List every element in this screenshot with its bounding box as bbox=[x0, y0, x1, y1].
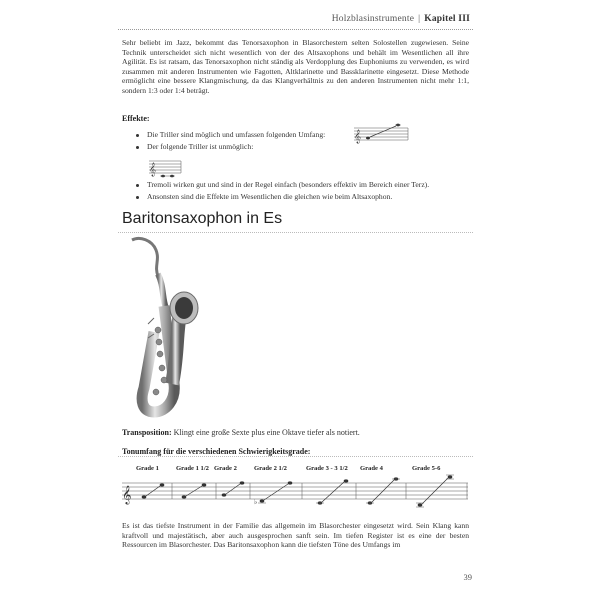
list-item bbox=[136, 192, 392, 202]
trill-range-notation bbox=[352, 120, 410, 144]
grade-label: Grade 1 1/2 bbox=[176, 465, 209, 472]
bullet-icon bbox=[136, 134, 139, 137]
list-item bbox=[136, 130, 325, 140]
header-rule bbox=[118, 29, 473, 30]
running-header bbox=[332, 14, 470, 24]
svg-text:♭: ♭ bbox=[254, 498, 258, 506]
transposition-line bbox=[122, 428, 360, 437]
list-item-text: Die Triller sind möglich und umfassen folgenden Umfang: bbox=[147, 130, 326, 139]
grade-label: Grade 4 bbox=[360, 465, 383, 472]
header-chapter: Kapitel III bbox=[424, 14, 470, 24]
list-item-text: Tremoli wirken gut und sind in der Regel einfach (besonders effektiv im Bereich einer Terz). bbox=[147, 180, 430, 189]
grade-label: Grade 1 bbox=[136, 465, 159, 472]
bullet-icon bbox=[136, 146, 139, 149]
list-item bbox=[136, 180, 429, 190]
svg-text:𝄞: 𝄞 bbox=[149, 162, 157, 176]
range-title: Tonumfang für die verschiedenen Schwierigkeitsgrade: bbox=[122, 447, 311, 456]
effekte-heading: Effekte: bbox=[122, 114, 150, 123]
section-title: Baritonsaxophon in Es bbox=[122, 210, 283, 227]
bullet-icon bbox=[136, 196, 139, 199]
section-rule bbox=[118, 232, 473, 233]
range-rule bbox=[118, 456, 473, 457]
impossible-trill-notation bbox=[148, 157, 182, 179]
svg-text:𝄞: 𝄞 bbox=[354, 129, 362, 143]
grade-label: Grade 2 1/2 bbox=[254, 465, 287, 472]
bullet-icon bbox=[136, 184, 139, 187]
grade-label: Grade 2 bbox=[214, 465, 237, 472]
intro-paragraph: Sehr beliebt im Jazz, bekommt das Tenorsaxophon in Blasorchestern selten Solostellen zugewiesen. Seine Technik unterscheidet sich nicht wesentlich von der des Altsaxophons und behält im Wesentlichen all ihre Agilität. Es ist ratsam, das Tenorsaxophon nicht ständig als Verdopplung des Euphoniums zu verwenden, es wird zusammen mit anderen Instrumenten wie Fagotten, Altklarinette und Bassklarinette eingesetzt. Diese Methode ermöglicht eine bessere Klangmischung, da das Klangverhältnis zu den anderen Instrumenten nicht mehr 1:1, sondern 1:3 oder 1:4 beträgt. bbox=[122, 38, 469, 95]
list-item-text: Ansonsten sind die Effekte im Wesentlichen die gleichen wie beim Altsaxophon. bbox=[147, 192, 393, 201]
header-section: Holzblasinstrumente bbox=[331, 14, 415, 24]
grade-label: Grade 3 - 3 1/2 bbox=[306, 465, 348, 472]
transposition-label: Transposition: bbox=[122, 428, 172, 437]
list-item bbox=[136, 142, 253, 152]
range-staff-notation bbox=[120, 473, 470, 509]
baritone-saxophone-image bbox=[118, 234, 208, 420]
svg-text:𝄞: 𝄞 bbox=[122, 485, 132, 504]
grade-label: Grade 5-6 bbox=[412, 465, 441, 472]
list-item-text: Der folgende Triller ist unmöglich: bbox=[147, 142, 254, 151]
header-separator: | bbox=[418, 14, 421, 24]
transposition-text: Klingt eine große Sexte plus eine Oktave tiefer als notiert. bbox=[173, 428, 360, 437]
closing-paragraph: Es ist das tiefste Instrument in der Familie das allgemein im Blasorchester eingesetzt wird. Sein Klang kann kraftvoll und majestätisch, aber auch ausgesprochen sanft sein. Im tiefen Register ist es eine der besten Ressourcen im Blasorchester. Das Baritonsaxophon kann die tiefsten Töne des Umfangs im bbox=[122, 521, 469, 550]
page-number: 39 bbox=[463, 572, 472, 582]
